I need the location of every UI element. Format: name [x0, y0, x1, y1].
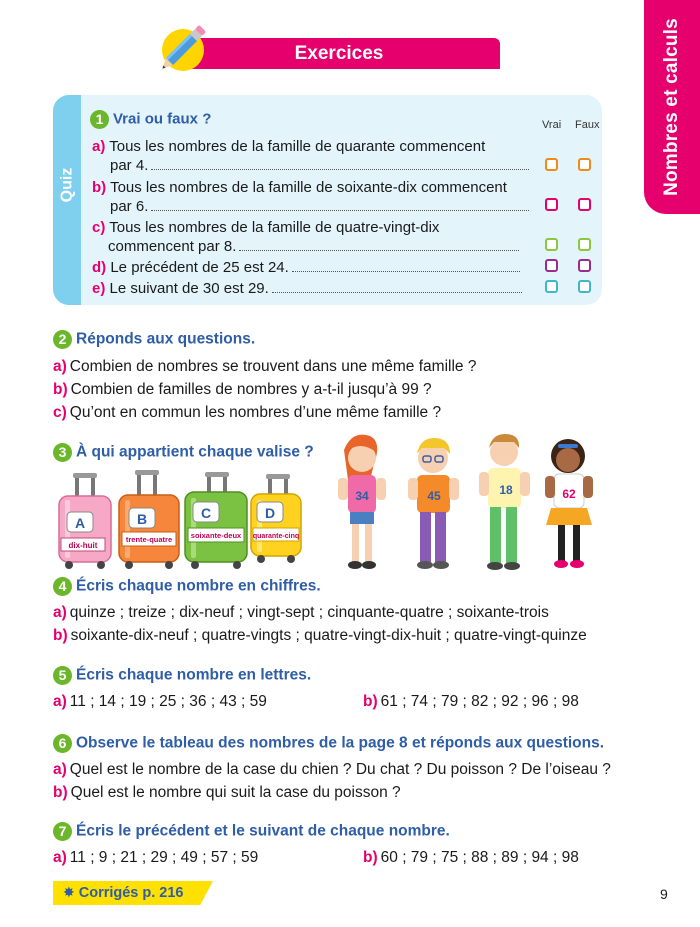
child-number: 62 — [562, 487, 576, 501]
item-text: Tous les nombres de la famille de soixante-dix commencent — [110, 179, 507, 196]
exercise-number: 7 — [53, 822, 72, 841]
exercise-number: 4 — [53, 577, 72, 596]
quiz-item-a-line1 — [92, 137, 485, 157]
exercise-2-item-a — [53, 358, 476, 376]
item-text: 61 ; 74 ; 79 ; 82 ; 92 ; 96 ; 98 — [380, 693, 579, 710]
checkbox-c-faux[interactable] — [578, 238, 591, 251]
item-text: Le précédent de 25 est 24. — [110, 259, 289, 276]
suitcase-label: quarante-cinq — [252, 533, 300, 540]
exercise-4-heading — [53, 577, 321, 596]
item-text: 60 ; 79 ; 75 ; 88 ; 89 ; 94 ; 98 — [380, 849, 579, 866]
item-letter: c) — [92, 219, 106, 236]
checkbox-b-vrai[interactable] — [545, 198, 558, 211]
answers-link[interactable] — [63, 884, 184, 901]
exercise-7-heading — [53, 822, 450, 841]
checkbox-e-vrai[interactable] — [545, 280, 558, 293]
item-text: Qu’ont en commun les nombres d’une même famille ? — [69, 404, 442, 421]
item-letter: b) — [363, 693, 378, 710]
children-illustration — [330, 430, 600, 573]
suitcase-c — [185, 472, 247, 569]
suitcase-d — [251, 474, 301, 563]
item-letter: b) — [53, 381, 68, 398]
item-text: Tous les nombres de la famille de quarante commencent — [109, 138, 486, 155]
exercise-5-item-b — [363, 693, 579, 711]
quiz-item-b-line2 — [110, 197, 529, 217]
quiz-item-d — [92, 258, 520, 278]
item-letter: a) — [53, 693, 67, 710]
exercise-title: Observe le tableau des nombres de la page 8 et réponds aux questions. — [76, 734, 605, 752]
item-letter: a) — [53, 761, 67, 778]
exercise-number: 1 — [90, 110, 109, 129]
side-tab-label: Nombres et calculs — [661, 18, 682, 196]
suitcase-label: trente-quatre — [125, 535, 173, 544]
suitcase-label: dix-huit — [68, 541, 98, 550]
exercise-title: Écris chaque nombre en chiffres. — [76, 577, 321, 595]
dotted-leader — [239, 239, 519, 251]
item-letter: b) — [92, 179, 107, 196]
child-4 — [545, 439, 593, 568]
checkbox-c-vrai[interactable] — [545, 238, 558, 251]
exercise-2-item-c — [53, 404, 441, 422]
item-text: 11 ; 14 ; 19 ; 25 ; 36 ; 43 ; 59 — [69, 693, 267, 710]
child-number: 45 — [427, 489, 441, 503]
child-number: 34 — [355, 489, 369, 503]
suitcase-letter: B — [136, 511, 148, 527]
suitcase-letter: A — [74, 515, 86, 531]
checkbox-b-faux[interactable] — [578, 198, 591, 211]
exercise-4-item-b — [53, 627, 587, 645]
exercise-7-item-a — [53, 849, 258, 867]
item-letter: c) — [53, 404, 67, 421]
dotted-leader — [292, 260, 520, 272]
quiz-heading — [90, 110, 211, 129]
child-number: 18 — [499, 483, 513, 497]
item-letter: a) — [53, 358, 67, 375]
item-text: Combien de familles de nombres y a-t-il jusqu’à 99 ? — [70, 381, 432, 398]
star-icon: ✸ — [63, 884, 75, 900]
exercise-title: Écris chaque nombre en lettres. — [76, 666, 312, 684]
quiz-item-c-line2 — [108, 237, 519, 257]
item-letter: b) — [363, 849, 378, 866]
checkbox-a-vrai[interactable] — [545, 158, 558, 171]
exercise-6-item-b — [53, 784, 401, 802]
suitcase-a — [59, 473, 111, 569]
item-letter: e) — [92, 280, 106, 297]
suitcases-illustration — [55, 470, 305, 572]
exercise-title: Réponds aux questions. — [76, 330, 256, 348]
answers-label: Corrigés p. 216 — [78, 885, 184, 901]
checkbox-d-vrai[interactable] — [545, 259, 558, 272]
child-1 — [338, 435, 386, 569]
quiz-item-c-line1 — [92, 218, 439, 238]
dotted-leader — [151, 158, 529, 170]
exercise-3-heading — [53, 443, 314, 462]
exercise-4-item-a — [53, 604, 549, 622]
exercise-6-heading — [53, 734, 604, 753]
item-text-cont: par 4. — [110, 157, 149, 174]
item-text: 11 ; 9 ; 21 ; 29 ; 49 ; 57 ; 59 — [69, 849, 259, 866]
quiz-item-e — [92, 279, 522, 299]
suitcase-letter: D — [264, 505, 276, 521]
item-text: Le suivant de 30 est 29. — [109, 280, 269, 297]
item-text: soixante-dix-neuf ; quatre-vingts ; quatre-vingt-dix-huit ; quatre-vingt-quinze — [70, 627, 587, 644]
suitcase-letter: C — [200, 505, 212, 521]
item-letter: a) — [53, 849, 67, 866]
exercise-5-heading — [53, 666, 311, 685]
item-text: Tous les nombres de la famille de quatre-vingt-dix — [109, 219, 440, 236]
exercise-6-item-a — [53, 761, 611, 779]
suitcase-b — [119, 470, 179, 569]
checkbox-e-faux[interactable] — [578, 280, 591, 293]
exercise-number: 2 — [53, 330, 72, 349]
item-text-cont: commencent par 8. — [108, 238, 237, 255]
exercise-2-item-b — [53, 381, 432, 399]
quiz-item-b-line1 — [92, 178, 507, 198]
child-3 — [479, 434, 530, 570]
item-letter: a) — [92, 138, 106, 155]
pencil-icon — [155, 16, 215, 76]
item-letter: b) — [53, 627, 68, 644]
exercise-2-heading — [53, 330, 255, 349]
exercise-5-item-a — [53, 693, 267, 711]
item-text-cont: par 6. — [110, 198, 149, 215]
quiz-title: Vrai ou faux ? — [113, 110, 212, 128]
col-false-label: Faux — [575, 119, 600, 131]
exercise-7-item-b — [363, 849, 579, 867]
quiz-item-a-line2 — [110, 156, 529, 176]
item-text: Quel est le nombre qui suit la case du poisson ? — [70, 784, 401, 801]
checkbox-a-faux[interactable] — [578, 158, 591, 171]
quiz-label: Quiz — [58, 167, 76, 203]
page-title: Exercices — [294, 43, 384, 64]
item-text: quinze ; treize ; dix-neuf ; vingt-sept ; cinquante-quatre ; soixante-trois — [69, 604, 549, 621]
dotted-leader — [151, 199, 529, 211]
exercise-number: 5 — [53, 666, 72, 685]
item-text: Combien de nombres se trouvent dans une même famille ? — [69, 358, 477, 375]
exercise-title: À qui appartient chaque valise ? — [76, 443, 314, 461]
suitcase-label: soixante-deux — [190, 531, 242, 540]
item-text: Quel est le nombre de la case du chien ? Du chat ? Du poisson ? De l’oiseau ? — [69, 761, 611, 778]
exercise-number: 3 — [53, 443, 72, 462]
quiz-label-wrap — [53, 95, 81, 275]
checkbox-d-faux[interactable] — [578, 259, 591, 272]
side-tab-label-wrap — [644, 0, 700, 214]
col-true-label: Vrai — [542, 119, 562, 131]
child-2 — [408, 438, 459, 569]
exercise-number: 6 — [53, 734, 72, 753]
item-letter: a) — [53, 604, 67, 621]
item-letter: b) — [53, 784, 68, 801]
exercise-title: Écris le précédent et le suivant de chaque nombre. — [76, 822, 450, 840]
dotted-leader — [272, 281, 522, 293]
page-number: 9 — [660, 886, 668, 902]
item-letter: d) — [92, 259, 107, 276]
